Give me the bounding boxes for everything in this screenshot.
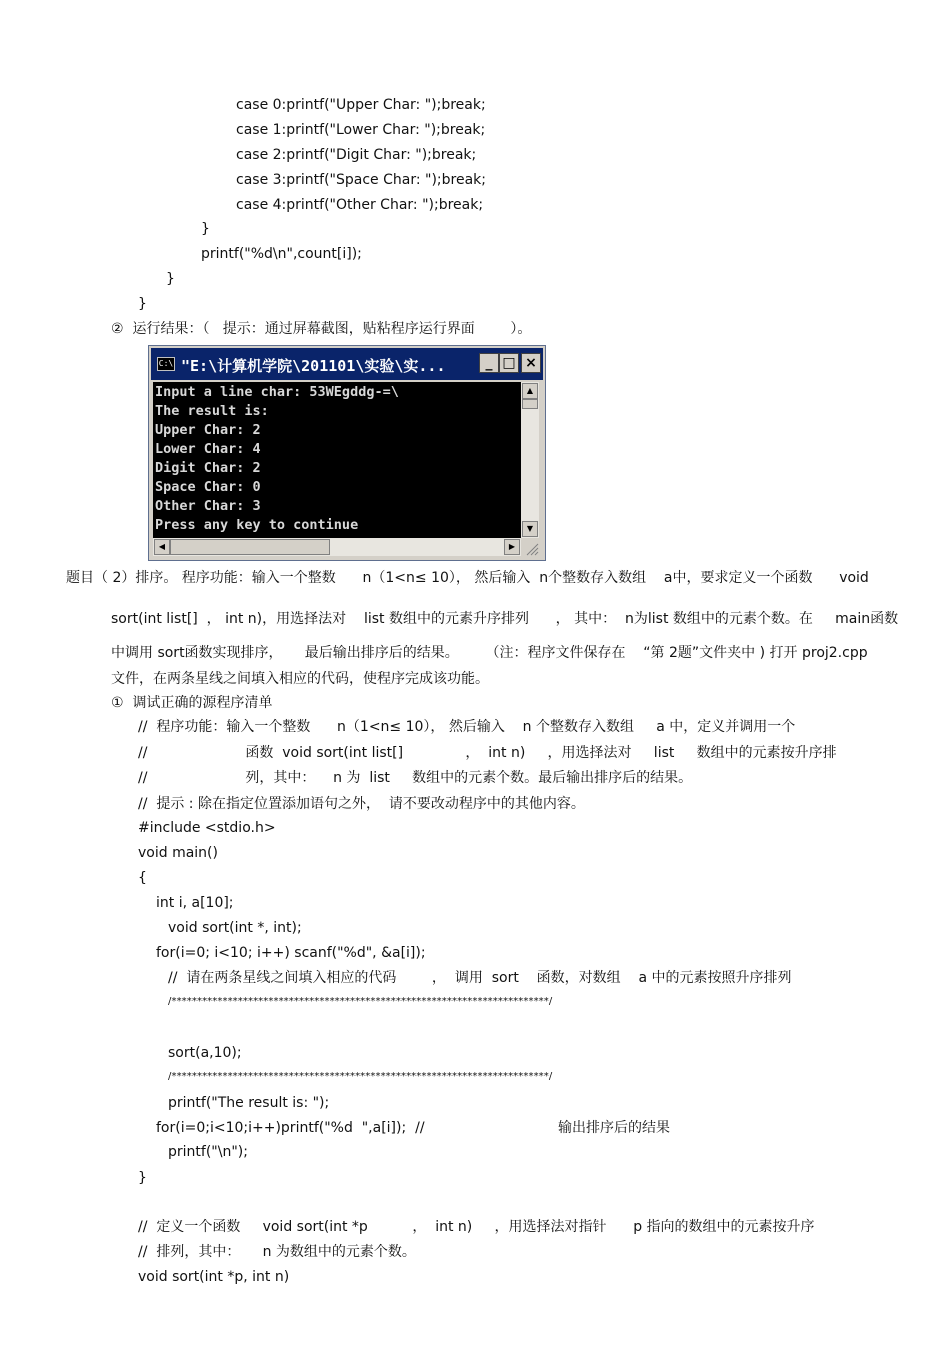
section-heading: ① 调试正确的源程序清单 <box>111 695 273 711</box>
problem-text: 中调用 sort函数实现排序， 最后输出排序后的结果。 （注：程序文件保存在 “第 2题”文件夹中 ) 打开 proj2.cpp <box>111 645 868 661</box>
console-line: The result is: <box>155 403 269 419</box>
code-line: void sort(int *, int); <box>168 920 302 936</box>
code-line: sort(a,10); <box>168 1045 242 1061</box>
code-line: void sort(int *p, int n) <box>138 1269 290 1285</box>
star-line: /**************************************************************************/ <box>168 1071 553 1082</box>
scroll-right-icon[interactable]: ▶ <box>504 539 520 555</box>
run-result-heading: ② 运行结果：（ 提示：通过屏幕截图，贴粘程序运行界面 ）。 <box>111 321 532 337</box>
code-line: } <box>201 221 210 237</box>
close-button[interactable]: × <box>521 353 541 373</box>
code-comment: // 程序功能：输入一个整数 n（1<n≤ 10）， 然后输入 n 个整数存入数组 a 中，定义并调用一个 <box>138 719 796 735</box>
code-line: #include <stdio.h> <box>138 820 276 836</box>
star-line: /**************************************************************************/ <box>168 996 553 1007</box>
code-line: printf("%d\n",count[i]); <box>201 246 362 262</box>
code-line: case 1:printf("Lower Char: ");break; <box>236 122 486 138</box>
console-title: "E:\计算机学院\201101\实验\实... <box>181 357 446 375</box>
console-line: Lower Char: 4 <box>155 441 261 457</box>
code-line: printf("\n"); <box>168 1144 248 1160</box>
code-line: int i, a[10]; <box>156 895 234 911</box>
console-line: Input a line char: 53WEgddg-=\ <box>155 384 399 400</box>
code-line: { <box>138 870 147 886</box>
code-line: for(i=0; i<10; i++) scanf("%d", &a[i]); <box>156 945 426 961</box>
code-comment: // 请在两条星线之间填入相应的代码 ， 调用 sort 函数，对数组 a 中的元素按照升序排列 <box>168 970 792 986</box>
code-line: for(i=0;i<10;i++)printf("%d ",a[i]); // 输出排序后的结果 <box>156 1120 671 1136</box>
console-line: Other Char: 3 <box>155 498 261 514</box>
code-line: printf("The result is: "); <box>168 1095 330 1111</box>
code-line: } <box>138 1170 147 1186</box>
console-output <box>153 382 521 538</box>
vertical-scroll-thumb[interactable] <box>522 399 538 409</box>
console-line: Space Char: 0 <box>155 479 261 495</box>
code-comment: // 列，其中： n 为 list 数组中的元素个数。最后输出排序后的结果。 <box>138 770 693 786</box>
code-comment: // 定义一个函数 void sort(int *p ， int n) ，用选择法对指针 p 指向的数组中的元素按升序 <box>138 1219 815 1235</box>
console-line: Upper Char: 2 <box>155 422 261 438</box>
problem-text: sort(int list[] ， int n)，用选择法对 list 数组中的元素升序排列 ， 其中： n为list 数组中的元素个数。在 main函数 <box>111 611 899 627</box>
console-window <box>148 345 546 561</box>
maximize-button[interactable]: □ <box>499 353 519 373</box>
horizontal-scroll-thumb[interactable] <box>170 539 330 555</box>
code-line: case 3:printf("Space Char: ");break; <box>236 172 486 188</box>
scroll-left-icon[interactable]: ◀ <box>154 539 170 555</box>
problem-text: 文件，在两条星线之间填入相应的代码，使程序完成该功能。 <box>111 671 489 687</box>
console-app-icon: C:\ <box>157 357 175 371</box>
code-line: case 4:printf("Other Char: ");break; <box>236 197 484 213</box>
minimize-button[interactable]: _ <box>479 353 499 373</box>
horizontal-scrollbar[interactable] <box>153 538 521 556</box>
code-line: case 2:printf("Digit Char: ");break; <box>236 147 477 163</box>
console-line: Press any key to continue <box>155 517 359 533</box>
code-line: case 0:printf("Upper Char: ");break; <box>236 97 486 113</box>
code-comment: // 函数 void sort(int list[] ， int n) ，用选择法对 list 数组中的元素按升序排 <box>138 745 837 761</box>
scroll-down-icon[interactable]: ▼ <box>522 521 538 537</box>
code-comment: // 排列，其中： n 为数组中的元素个数。 <box>138 1244 416 1260</box>
code-line: } <box>138 296 147 312</box>
scroll-up-icon[interactable]: ▲ <box>522 383 538 399</box>
code-comment: // 提示 : 除在指定位置添加语句之外， 请不要改动程序中的其他内容。 <box>138 796 585 812</box>
vertical-scrollbar[interactable] <box>521 382 539 538</box>
console-titlebar <box>151 348 543 380</box>
code-line: void main() <box>138 845 218 861</box>
resize-grip-icon[interactable] <box>523 540 539 556</box>
console-line: Digit Char: 2 <box>155 460 261 476</box>
problem-text: 题目（ 2）排序。 程序功能：输入一个整数 n（1<n≤ 10）， 然后输入 n个整数存入数组 a中，要求定义一个函数 void <box>66 570 869 586</box>
code-line: } <box>166 271 175 287</box>
